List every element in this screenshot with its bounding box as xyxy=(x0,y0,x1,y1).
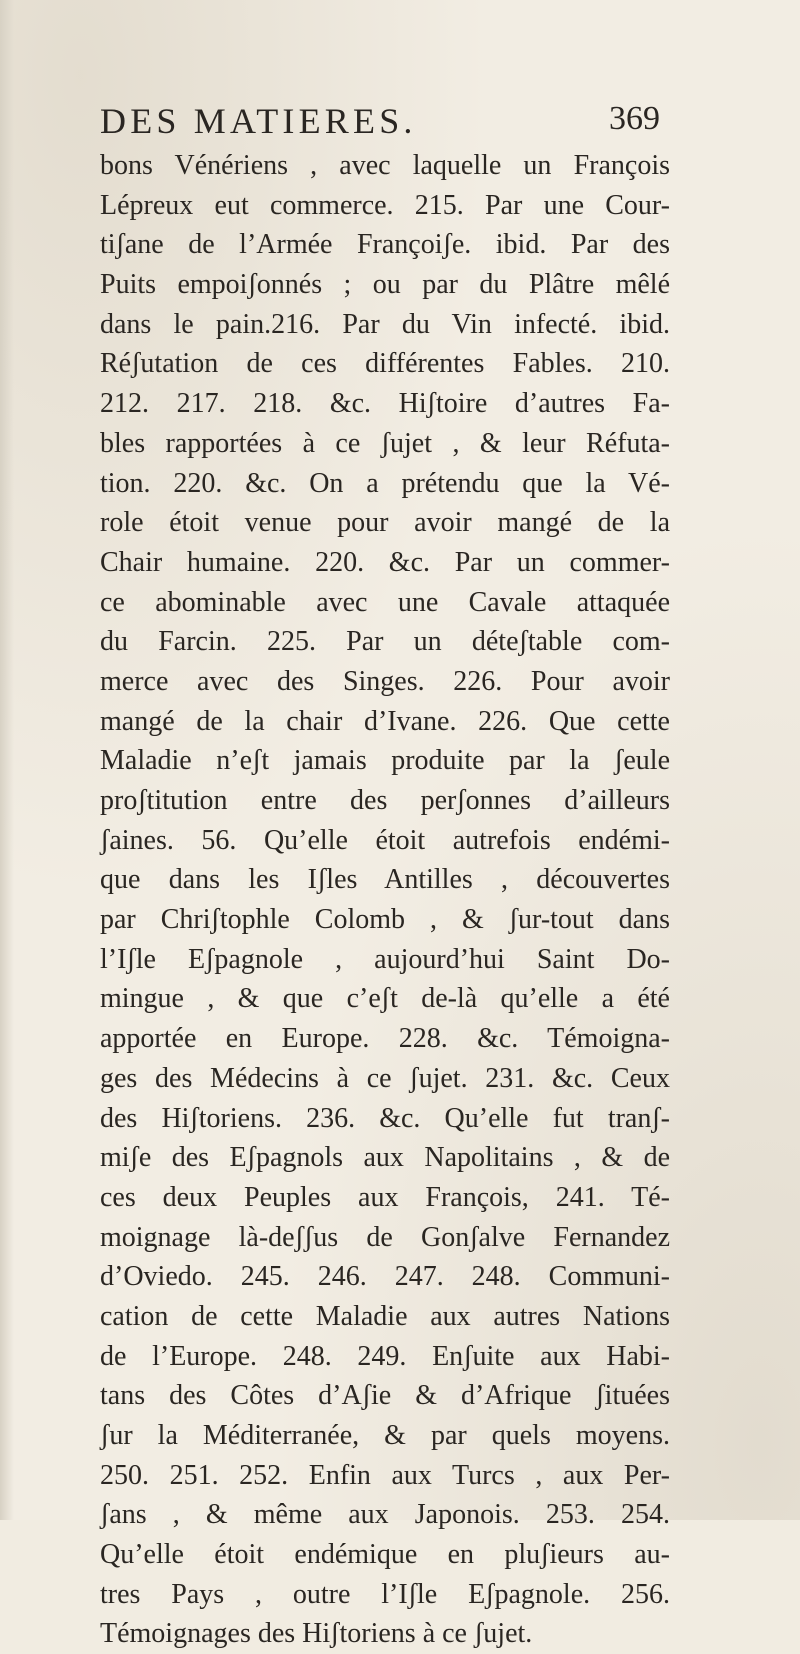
text-line: moignage là-deʃʃus de Gonʃalve Fernandez xyxy=(100,1221,670,1253)
text-line: ʃur la Méditerranée, & par quels moyens. xyxy=(100,1420,670,1451)
text-line: proʃtitution entre des perʃonnes d’ailleurs xyxy=(100,785,670,816)
text-line: role étoit venue pour avoir mangé de la xyxy=(100,507,670,539)
text-line: cation de cette Maladie aux autres Nations xyxy=(100,1300,670,1332)
text-line: Témoignages des Hiʃtoriens à ce ʃujet. xyxy=(100,1618,533,1650)
text-line: mingue , & que c’eʃt de-là qu’elle a été xyxy=(100,983,670,1015)
text-line: tion. 220. &c. On a prétendu que la Vé- xyxy=(100,467,670,499)
text-line: dans le pain.216. Par du Vin infecté. ibid. xyxy=(100,308,670,340)
text-line: tres Pays , outre l’Iʃle Eʃpagnole. 256. xyxy=(100,1578,670,1610)
text-line: bons Vénériens , avec laquelle un François xyxy=(100,150,670,181)
text-line: apportée en Europe. 228. &c. Témoigna- xyxy=(100,1023,670,1055)
running-title: DES MATIERES. xyxy=(100,101,417,141)
text-line: 250. 251. 252. Enfin aux Turcs , aux Per- xyxy=(100,1459,670,1491)
text-line: Puits empoiʃonnés ; ou par du Plâtre mêlé xyxy=(100,269,670,301)
text-line: que dans les Iʃles Antilles , découvertes xyxy=(100,864,670,896)
text-line: ʃaines. 56. Qu’elle étoit autrefois endémi- xyxy=(100,824,670,856)
text-line: ces deux Peuples aux François, 241. Té- xyxy=(100,1181,670,1213)
page-number: 369 xyxy=(609,100,660,137)
text-line: bles rapportées à ce ʃujet , & leur Réfuta- xyxy=(100,427,670,459)
text-line: de l’Europe. 248. 249. Enʃuite aux Habi- xyxy=(100,1340,670,1372)
text-line: l’Iʃle Eʃpagnole , aujourd’hui Saint Do- xyxy=(100,943,670,975)
text-line: tans des Côtes d’Aʃie & d’Afrique ʃituées xyxy=(100,1380,670,1412)
text-line: tiʃane de l’Armée Françoiʃe. ibid. Par des xyxy=(100,229,670,261)
text-line: Lépreux eut commerce. 215. Par une Cour- xyxy=(100,189,670,221)
text-line: ʃans , & même aux Japonois. 253. 254. xyxy=(100,1499,670,1531)
text-line: d’Oviedo. 245. 246. 247. 248. Communi- xyxy=(100,1261,670,1293)
index-text-block xyxy=(100,146,670,1654)
text-line: miʃe des Eʃpagnols aux Napolitains , & de xyxy=(100,1142,670,1174)
text-line: Qu’elle étoit endémique en pluʃieurs au- xyxy=(100,1539,670,1571)
text-line: des Hiʃtoriens. 236. &c. Qu’elle fut tranʃ- xyxy=(100,1102,670,1134)
text-line: ce abominable avec une Cavale attaquée xyxy=(100,586,670,618)
text-line: ges des Médecins à ce ʃujet. 231. &c. Ceux xyxy=(100,1062,670,1094)
page-header xyxy=(100,100,660,146)
text-line: merce avec des Singes. 226. Pour avoir xyxy=(100,665,670,697)
text-line: mangé de la chair d’Ivane. 226. Que cette xyxy=(100,705,670,737)
text-line: par Chriʃtophle Colomb , & ʃur-tout dans xyxy=(100,904,670,936)
text-line: Maladie n’eʃt jamais produite par la ʃeule xyxy=(100,745,670,777)
text-line: Chair humaine. 220. &c. Par un commer- xyxy=(100,546,670,578)
text-line: du Farcin. 225. Par un déteʃtable com- xyxy=(100,626,670,658)
text-line: 212. 217. 218. &c. Hiʃtoire d’autres Fa- xyxy=(100,388,670,420)
page-edge-shadow xyxy=(0,0,14,1520)
text-line: Réʃutation de ces différentes Fables. 210. xyxy=(100,348,670,380)
